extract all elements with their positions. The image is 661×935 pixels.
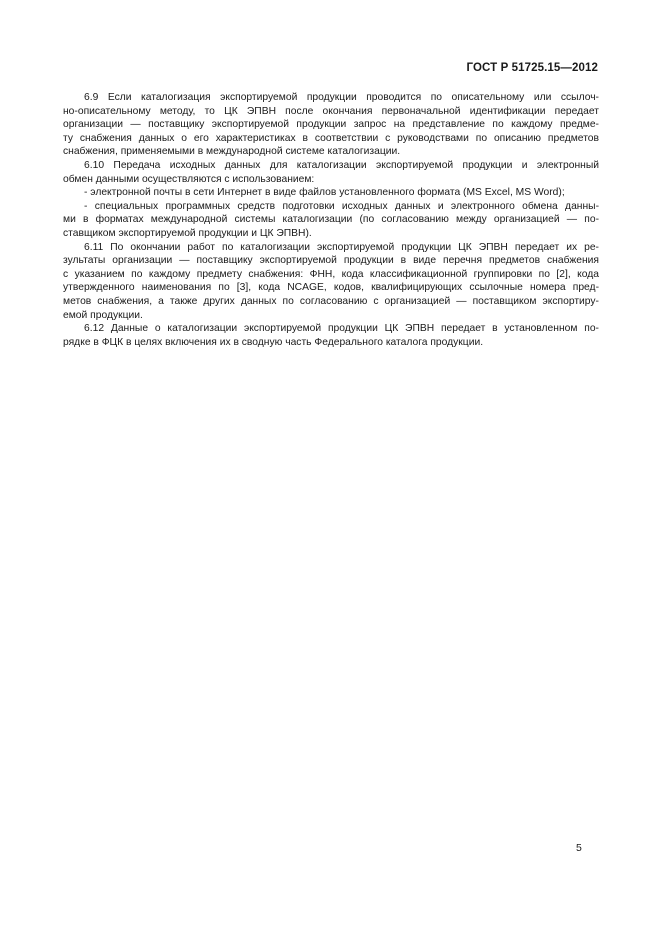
standard-identifier-header: ГОСТ Р 51725.15—2012 <box>466 62 598 74</box>
text-line: рядке в ФЦК в целях включения их в сводную часть Федерального каталога продукции. <box>63 336 484 348</box>
text-line: но-описательному методу, то ЦК ЭПВН после окончания первоначальной идентификации передает <box>63 105 599 117</box>
text-line: 6.10 Передача исходных данных для каталогизации экспортируемой продукции и электронный <box>84 159 599 171</box>
text-line: метов снабжения, а также других данных по согласованию с организацией — поставщиком экспортиру- <box>63 295 599 307</box>
text-line: зультаты организации — поставщику экспортируемой продукции в виде перечня предметов снабжения <box>63 255 599 267</box>
text-line: ту снабжения данных о его характеристиках в соответствии с руководствами по описанию предметов <box>63 132 599 144</box>
text-line: - электронной почты в сети Интернет в виде файлов установленного формата (MS Excel, MS Word); <box>84 187 565 199</box>
page-number: 5 <box>576 842 582 854</box>
text-line: емой продукции. <box>63 309 143 321</box>
text-line: 6.12 Данные о каталогизации экспортируемой продукции ЦК ЭПВН передает в установленном по- <box>84 323 599 335</box>
text-line: организации — поставщику экспортируемой продукции запрос на представление по каждому предме- <box>63 119 599 131</box>
paragraph-6-11 <box>63 241 599 323</box>
list-item-email <box>63 186 599 200</box>
text-line: 6.9 Если каталогизация экспортируемой продукции проводится по описательному или ссылоч- <box>84 92 599 103</box>
text-line: обмен данными осуществляются с использованием: <box>63 173 315 185</box>
paragraph-6-9 <box>63 91 599 159</box>
text-line: с указанием по каждому предмету снабжения: ФНН, кода классификационной группировки по [2], кода <box>63 268 599 280</box>
document-body <box>63 91 599 349</box>
paragraph-6-10 <box>63 159 599 186</box>
text-line: снабжения, применяемыми в международной системе каталогизации. <box>63 146 401 158</box>
paragraph-6-12 <box>63 322 599 349</box>
text-line: 6.11 По окончании работ по каталогизации экспортируемой продукции ЦК ЭПВН передает их ре- <box>84 241 599 253</box>
text-line: ставщиком экспортируемой продукции и ЦК ЭПВН). <box>63 227 312 239</box>
list-item-software <box>63 200 599 241</box>
text-line: ми в форматах международной системы каталогизации (по согласованию между организацией — по- <box>63 214 599 226</box>
text-line: утвержденного наименования по [3], кода NCAGE, кодов, квалифицирующих ссылочные номера пред- <box>63 282 599 294</box>
text-line: - специальных программных средств подготовки исходных данных и электронного обмена данны- <box>84 200 599 212</box>
